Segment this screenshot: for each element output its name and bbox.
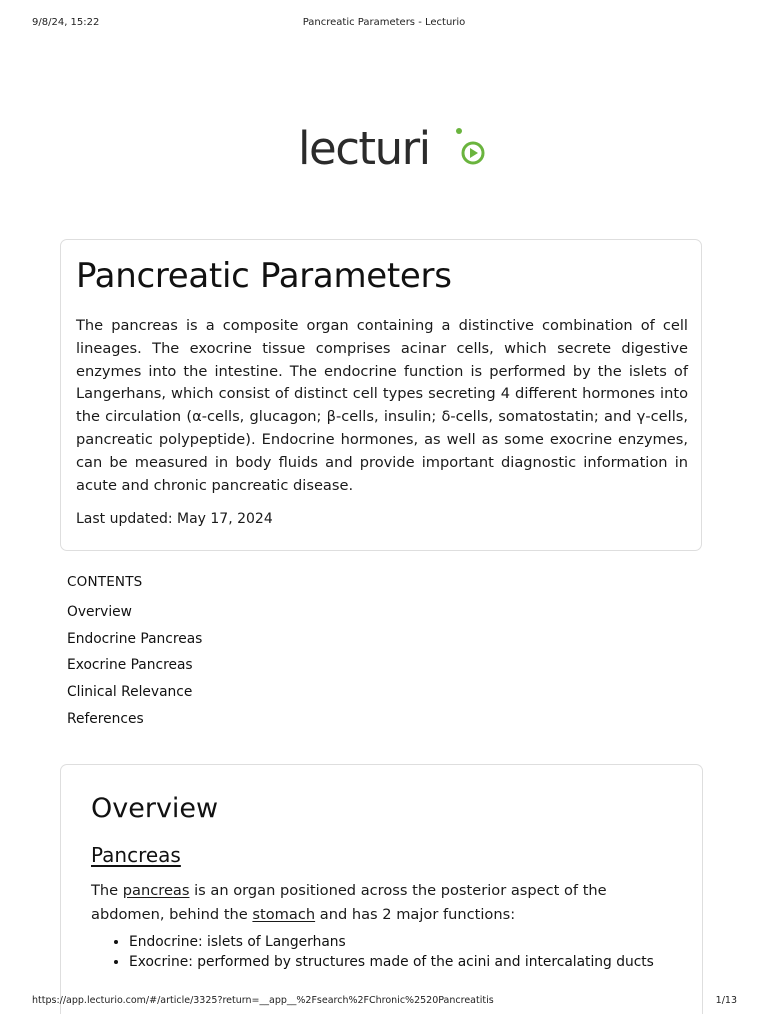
list-item: • Exocrine: performed by structures made of the acini and intercalating ducts — [129, 953, 654, 973]
table-of-contents — [67, 574, 202, 737]
lecturio-logo[interactable] — [298, 120, 490, 172]
list-item: • Endocrine: islets of Langerhans — [129, 933, 654, 953]
pancreas-subheading: Pancreas — [91, 843, 181, 867]
print-title: Pancreatic Parameters - Lecturio — [302, 17, 466, 28]
overview-heading: Overview — [91, 793, 219, 824]
article-intro: The pancreas is a composite organ containing a distinctive combination of cell lineages. The exocrine tissue comprises acinar cells, which secrete digestive enzymes into the intestine. The endocrine function is performed by the islets of Langerhans, which consist of distinct cell types secreting 4 different hormones into the circulation (α-cells, glucagon; β-cells, insulin; δ-cells, somatostatin; and γ-cells, pancreatic polypeptide). Endocrine hormones, as well as some exocrine enzymes, can be measured in body fluids and provide important diagnostic information in acute and chronic pancreatic disease. — [76, 317, 688, 494]
article-title: Pancreatic Parameters — [76, 256, 452, 296]
overview-section-card — [60, 764, 703, 1014]
overview-paragraph — [91, 879, 681, 926]
functions-list — [91, 933, 654, 972]
para-text-middle: is an organ positioned across the posterior aspect of the abdomen, behind the — [91, 882, 607, 923]
para-text-end: and has 2 major functions: — [315, 905, 516, 923]
toc-item-endocrine-pancreas[interactable]: Endocrine Pancreas — [67, 630, 203, 647]
toc-item-overview[interactable]: Overview — [67, 604, 132, 620]
lecturio-logo-graphic — [298, 120, 490, 172]
para-text-start: The — [91, 882, 123, 899]
toc-item-exocrine-pancreas[interactable]: Exocrine Pancreas — [67, 657, 193, 674]
article-header-card — [60, 239, 702, 551]
svg-text:lecturi: lecturi — [298, 122, 430, 172]
stomach-link[interactable]: stomach — [252, 905, 316, 923]
contents-heading: CONTENTS — [67, 574, 143, 590]
last-updated: Last updated: May 17, 2024 — [76, 511, 273, 527]
toc-item-clinical-relevance[interactable]: Clinical Relevance — [67, 684, 193, 701]
pancreas-link[interactable]: pancreas — [122, 882, 190, 899]
print-url: https://app.lecturio.com/#/article/3325?return=__app__%2Fsearch%2FChronic%2520Pancreatitis — [32, 995, 494, 1006]
print-datetime: 9/8/24, 15:22 — [32, 17, 100, 28]
toc-item-references[interactable]: References — [67, 710, 144, 727]
page-number: 1/13 — [715, 995, 737, 1006]
